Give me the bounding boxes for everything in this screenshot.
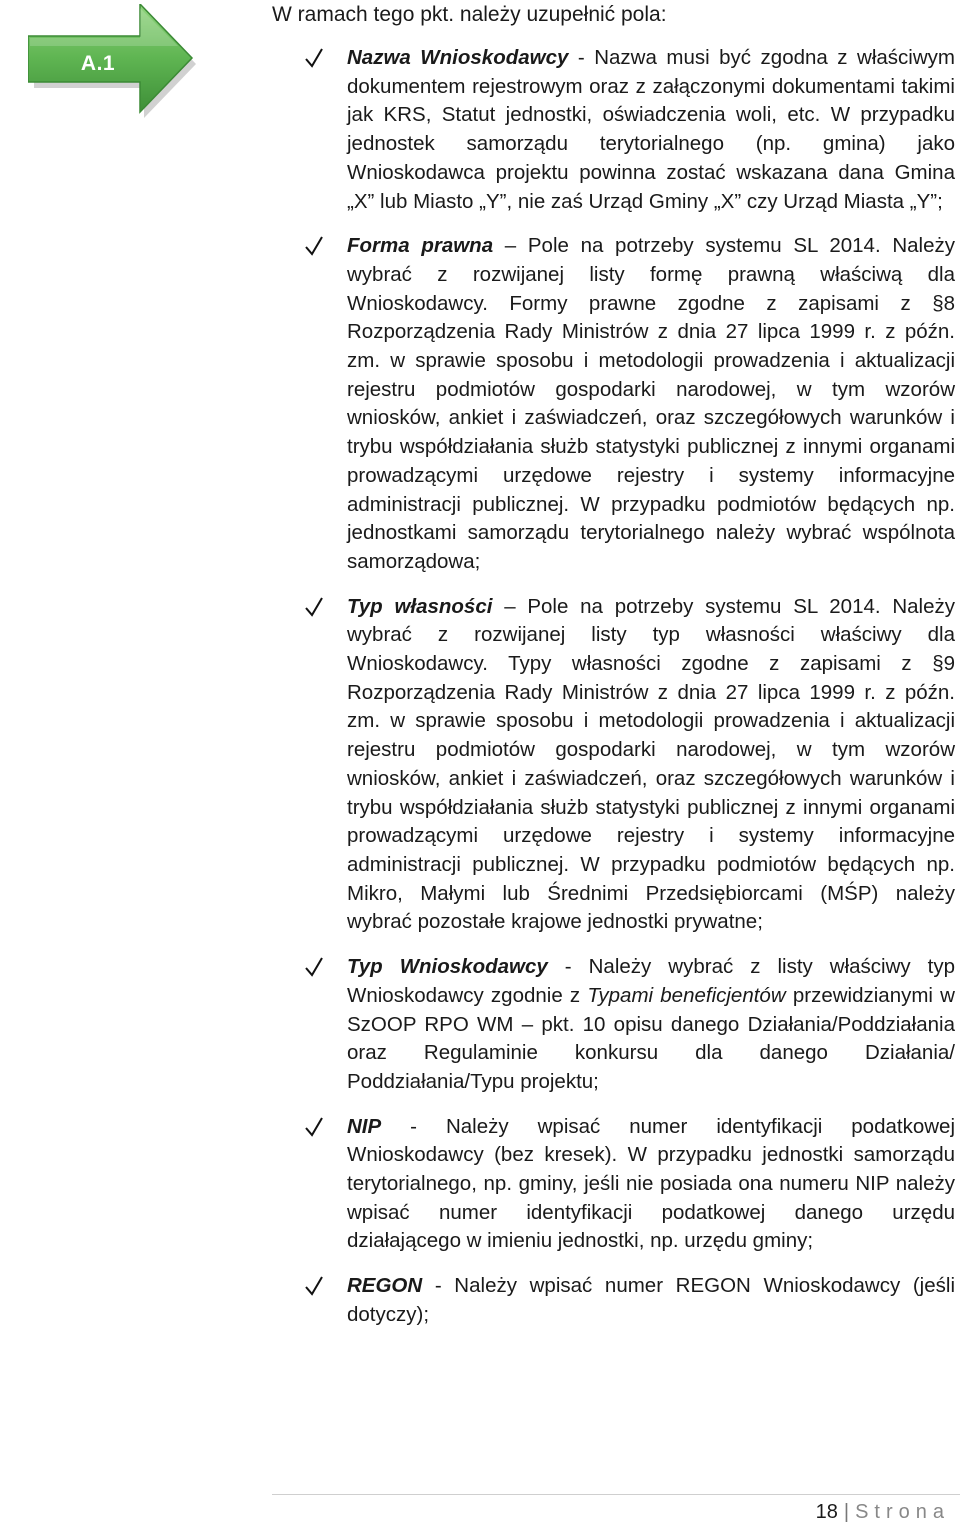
- list-item-regon: [305, 1272, 955, 1329]
- checkmark-icon: [305, 236, 323, 256]
- item-italic-text: Typami beneficjentów: [587, 983, 786, 1007]
- intro-text: W ramach tego pkt. należy uzupełnić pola:: [272, 3, 667, 26]
- field-list: [305, 44, 955, 1346]
- section-badge: [28, 4, 200, 122]
- item-description: - Należy wpisać numer identyfikacji podatkowej Wnioskodawcy (bez kresek). W przypadku jednostki samorządu terytorialnego, np. gminy, jeśli nie posiada ona numeru NIP należy wpisać numer identyfikacji podatkowej danego urzędu działającego w imieniu jednostki, np. urzędu gminy;: [347, 1114, 955, 1253]
- checkmark-icon: [305, 597, 323, 617]
- item-description: – Pole na potrzeby systemu SL 2014. Należy wybrać z rozwijanej listy typ własności właściwy dla Wnioskodawcy. Typy własności zgodne z zapisami z §9 Rozporządzenia Rady Ministrów z dnia 27 lipca 1999 r. z późn. zm. w sprawie sposobu i metodologii prowadzenia i aktualizacji rejestru podmiotów gospodarki narodowej, w tym wzorów wniosków, ankiet i zaświadczeń, oraz szczegółowych warunków i trybu współdziałania służb statystyki publicznej z innymi organami prowadzącymi urzędowe rejestry i systemy informacyjne administracji publicznej. W przypadku podmiotów będących np. Mikro, Małymi lub Średnimi Przedsiębiorcami (MŚP) należy wybrać pozostałe krajowe jednostki prywatne;: [347, 594, 955, 934]
- item-description: - Nazwa musi być zgodna z właściwym dokumentem rejestrowym oraz z załączonymi dokumentami takimi jak KRS, Statut jednostki, oświadczenia woli, etc. W przypadku jednostek samorządu terytorialnego (np. gmina) jako Wnioskodawca projektu powinna zostać wskazana dana Gmina „X” lub Miasto „Y”, nie zaś Urząd Gminy „X” czy Urząd Miasta „Y”;: [347, 46, 955, 213]
- footer-separator: |: [843, 1501, 850, 1523]
- list-item-nip: [305, 1113, 955, 1257]
- list-item-forma-prawna: [305, 232, 955, 576]
- checkmark-icon: [305, 957, 323, 977]
- item-text: [347, 593, 955, 937]
- footer-divider: [272, 1494, 960, 1495]
- item-text: [347, 953, 955, 1097]
- item-text: [347, 232, 955, 576]
- item-term: Forma prawna: [347, 234, 494, 258]
- item-term: Nazwa Wnioskodawcy: [347, 46, 569, 69]
- section-number: A.1: [80, 52, 116, 75]
- list-item-typ-wlasnosci: [305, 593, 955, 937]
- page-word: Strona: [855, 1501, 950, 1523]
- item-description-continued: przewidzianymi w SzOOP RPO WM – pkt. 10 opisu danego Działania/Poddziałania oraz Regulaminie konkursu dla danego Działania/ Poddziałania/Typu projektu;: [347, 983, 955, 1093]
- checkmark-icon: [305, 1117, 323, 1137]
- item-term: NIP: [347, 1114, 382, 1138]
- item-term: Typ Wnioskodawcy: [347, 955, 548, 979]
- item-text: [347, 1113, 955, 1257]
- page-footer: [816, 1500, 950, 1524]
- list-item-typ-wnioskodawcy: [305, 953, 955, 1097]
- item-text: [347, 1272, 955, 1329]
- item-description: – Pole na potrzeby systemu SL 2014. Należy wybrać z rozwijanej listy formę prawną właściwą dla Wnioskodawcy. Formy prawne zgodne z zapisami z §8 Rozporządzenia Rady Ministrów z dnia 27 lipca 1999 r. z późn. zm. w sprawie sposobu i metodologii prowadzenia i aktualizacji rejestru podmiotów gospodarki narodowej, w tym wzorów wniosków, ankiet i zaświadczeń, oraz szczegółowych warunków i trybu współdziałania służb statystyki publicznej z innymi organami prowadzącymi urzędowe rejestry i systemy informacyjne administracji publicznej. W przypadku podmiotów będących np. jednostkami samorządu terytorialnego należy wybrać wspólnota samorządowa;: [347, 234, 955, 573]
- item-term: Typ własności: [347, 594, 493, 618]
- item-description: - Należy wybrać z listy właściwy typ Wnioskodawcy zgodnie z: [347, 955, 956, 1007]
- item-term: REGON: [347, 1274, 423, 1298]
- list-item-nazwa: [305, 44, 955, 216]
- item-description: - Należy wpisać numer REGON Wnioskodawcy (jeśli dotyczy);: [347, 1274, 955, 1326]
- page-number: 18: [815, 1501, 838, 1523]
- item-text: [347, 44, 955, 216]
- checkmark-icon: [305, 48, 323, 68]
- checkmark-icon: [305, 1276, 323, 1296]
